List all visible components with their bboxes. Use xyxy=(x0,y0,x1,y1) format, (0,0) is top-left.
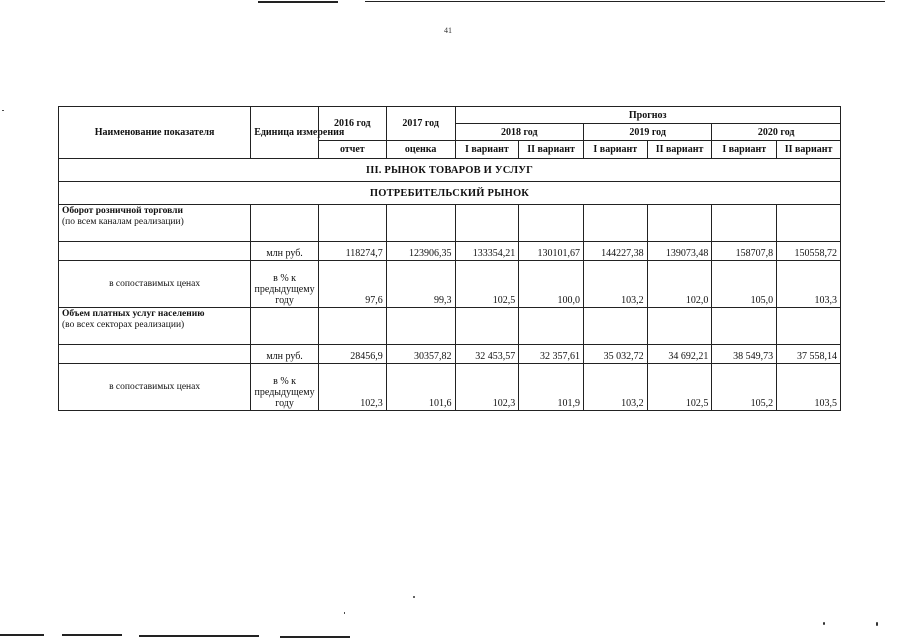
header-2018-variant-2: II вариант xyxy=(519,141,584,159)
value-cell: 130101,67 xyxy=(519,242,584,261)
header-indicator-name: Наименование показателя xyxy=(59,107,251,159)
value-cell: 144227,38 xyxy=(583,242,647,261)
value-cell: 123906,35 xyxy=(386,242,455,261)
comparable-prices-label: в сопоставимых ценах xyxy=(59,261,251,308)
scan-line-top-1 xyxy=(258,1,338,3)
percent-cell: 102,3 xyxy=(318,364,386,411)
indicator-title: Оборот розничной торговли xyxy=(62,206,183,216)
header-unit: Единица измерения xyxy=(251,107,319,159)
scan-line-bottom-1 xyxy=(0,634,44,636)
percent-cell: 103,2 xyxy=(583,364,647,411)
indicator-label-row xyxy=(59,308,841,345)
header-forecast: Прогноз xyxy=(455,107,841,124)
percent-cell: 97,6 xyxy=(318,261,386,308)
comparable-prices-label: в сопоставимых ценах xyxy=(59,364,251,411)
header-report: отчет xyxy=(318,141,386,159)
table-row xyxy=(59,242,841,261)
scan-speck xyxy=(876,622,878,626)
percent-unit: в % к предыдущему году xyxy=(251,261,319,308)
subsection-title: ПОТРЕБИТЕЛЬСКИЙ РЫНОК xyxy=(59,182,841,205)
percent-cell: 103,3 xyxy=(777,261,841,308)
header-2019: 2019 год xyxy=(583,124,711,141)
scan-line-bottom-2 xyxy=(62,634,122,636)
header-2018: 2018 год xyxy=(455,124,583,141)
indicator-title-cell xyxy=(59,308,251,345)
header-estimate: оценка xyxy=(386,141,455,159)
value-cell: 32 357,61 xyxy=(519,345,584,364)
value-unit: млн руб. xyxy=(251,345,319,364)
percent-cell: 105,0 xyxy=(712,261,777,308)
value-cell: 38 549,73 xyxy=(712,345,777,364)
value-cell: 34 692,21 xyxy=(647,345,712,364)
indicator-title-cell xyxy=(59,205,251,242)
header-2020-variant-1: I вариант xyxy=(712,141,777,159)
header-2020: 2020 год xyxy=(712,124,841,141)
table-row xyxy=(59,364,841,411)
value-cell: 150558,72 xyxy=(777,242,841,261)
scan-speck xyxy=(413,596,415,598)
value-cell: 118274,7 xyxy=(318,242,386,261)
header-2019-variant-2: II вариант xyxy=(647,141,712,159)
percent-cell: 102,5 xyxy=(647,364,712,411)
percent-cell: 103,2 xyxy=(583,261,647,308)
value-cell: 30357,82 xyxy=(386,345,455,364)
header-2019-variant-1: I вариант xyxy=(583,141,647,159)
indicator-subtitle: (во всех секторах реализации) xyxy=(62,320,185,330)
table-row xyxy=(59,261,841,308)
value-cell: 133354,21 xyxy=(455,242,519,261)
indicator-subtitle: (по всем каналам реализации) xyxy=(62,217,184,227)
value-cell: 32 453,57 xyxy=(455,345,519,364)
indicator-title: Объем платных услуг населению xyxy=(62,309,205,319)
percent-cell: 102,5 xyxy=(455,261,519,308)
indicator-table xyxy=(58,106,841,411)
value-cell: 28456,9 xyxy=(318,345,386,364)
percent-cell: 103,5 xyxy=(777,364,841,411)
table-row xyxy=(59,345,841,364)
scan-speck xyxy=(344,612,345,614)
header-2020-variant-2: II вариант xyxy=(777,141,841,159)
value-unit: млн руб. xyxy=(251,242,319,261)
value-cell: 37 558,14 xyxy=(777,345,841,364)
scan-line-bottom-3 xyxy=(139,635,259,637)
scan-speck xyxy=(823,622,825,625)
value-cell: 158707,8 xyxy=(712,242,777,261)
percent-cell: 99,3 xyxy=(386,261,455,308)
header-2016: 2016 год xyxy=(318,107,386,141)
page-number: 41 xyxy=(444,26,452,35)
header-2018-variant-1: I вариант xyxy=(455,141,519,159)
header-2017: 2017 год xyxy=(386,107,455,141)
value-cell: 35 032,72 xyxy=(583,345,647,364)
percent-cell: 105,2 xyxy=(712,364,777,411)
percent-cell: 102,3 xyxy=(455,364,519,411)
percent-cell: 102,0 xyxy=(647,261,712,308)
percent-unit: в % к предыдущему году xyxy=(251,364,319,411)
section-title: III. РЫНОК ТОВАРОВ И УСЛУГ xyxy=(59,159,841,182)
value-cell: 139073,48 xyxy=(647,242,712,261)
indicator-label-row xyxy=(59,205,841,242)
scan-speck xyxy=(2,110,4,111)
scan-line-bottom-4 xyxy=(280,636,350,638)
percent-cell: 100,0 xyxy=(519,261,584,308)
scan-line-top-2 xyxy=(365,1,885,2)
percent-cell: 101,9 xyxy=(519,364,584,411)
percent-cell: 101,6 xyxy=(386,364,455,411)
